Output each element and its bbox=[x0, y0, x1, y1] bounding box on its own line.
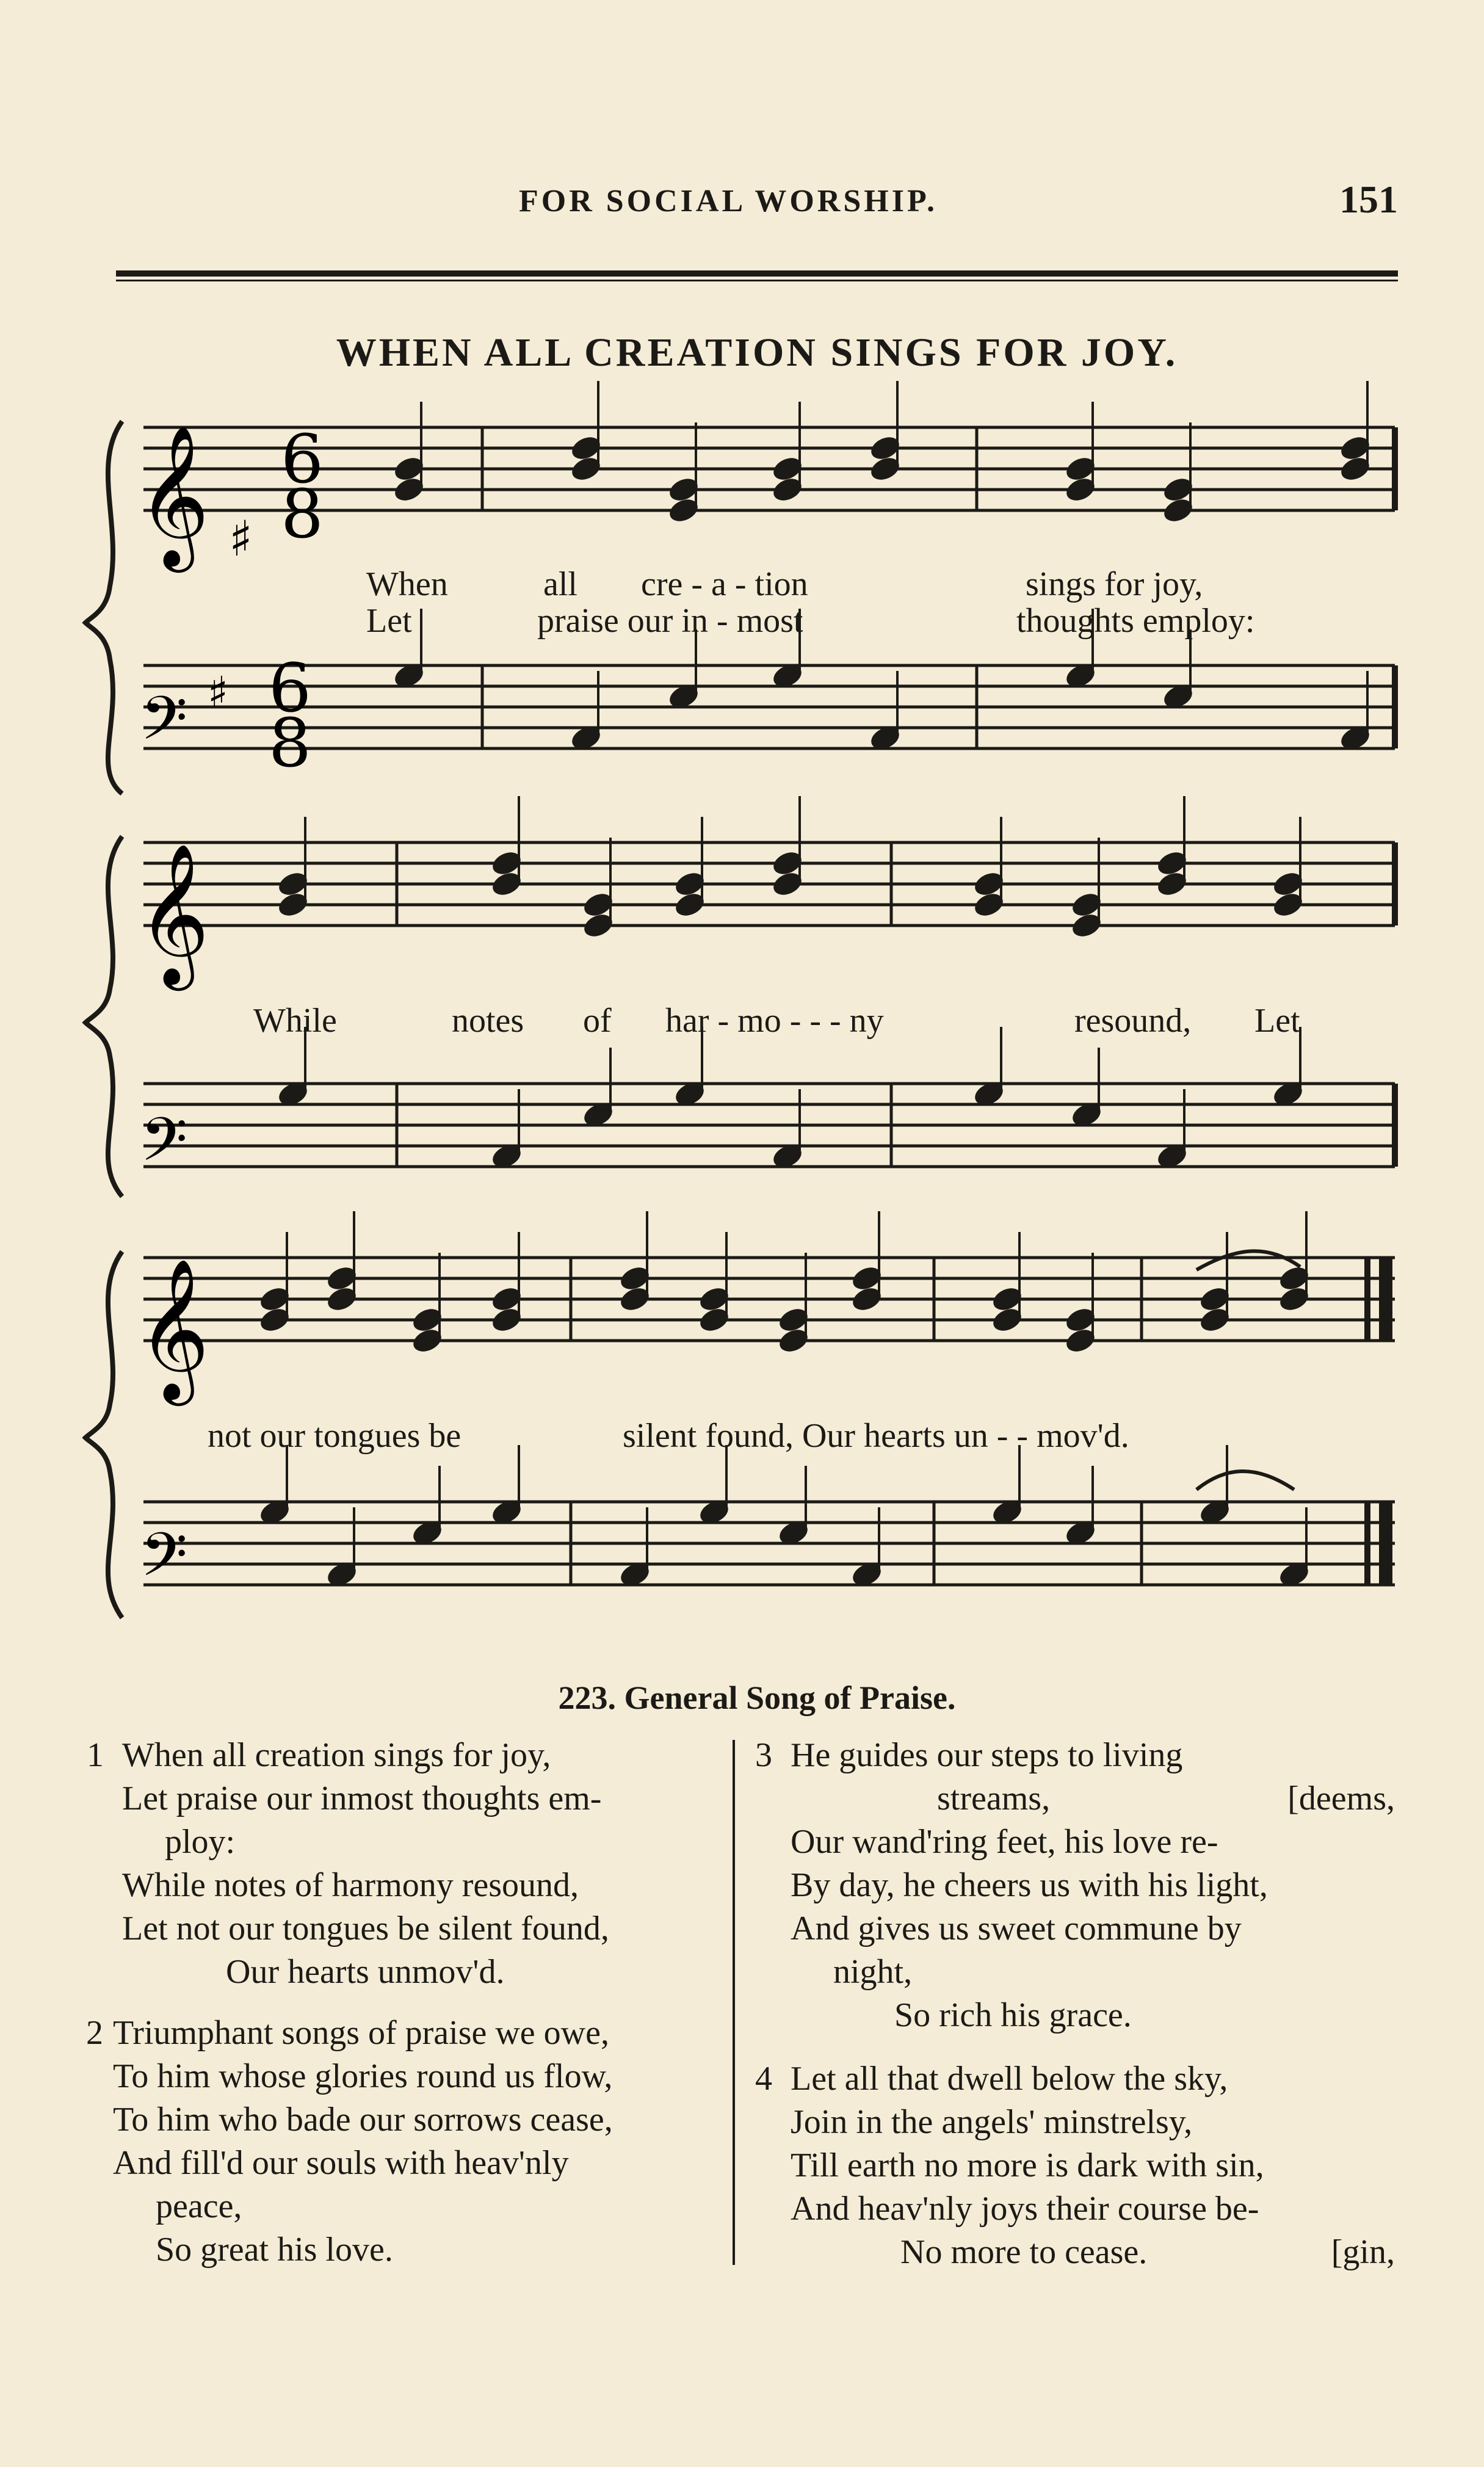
stanza-line: To him who bade our sorrows cease, bbox=[113, 2101, 613, 2139]
lyric-syllable: Let bbox=[1254, 1002, 1300, 1040]
bass-time-bottom: 8 bbox=[269, 704, 311, 782]
lyric-syllable: resound, bbox=[1074, 1002, 1192, 1040]
treble-time-top: 6 bbox=[281, 420, 324, 498]
stanza-line: And fill'd our souls with heav'nly bbox=[113, 2144, 569, 2182]
notes bbox=[257, 381, 1372, 1590]
stanza-line: [gin, bbox=[1331, 2233, 1395, 2271]
lyric-syllable: While bbox=[253, 1002, 337, 1040]
stanza-line: By day, he cheers us with his light, bbox=[791, 1866, 1268, 1904]
treble-clef-icon: 𝄞 bbox=[137, 842, 210, 985]
key-signature-sharp: ♯ bbox=[208, 667, 228, 717]
lyric-syllable: har - mo - - - ny bbox=[665, 1002, 884, 1040]
lyric-syllable: of bbox=[583, 1002, 612, 1040]
stanza-line: ploy: bbox=[165, 1823, 236, 1861]
stanza-3 bbox=[755, 1734, 1395, 2037]
system-brace bbox=[85, 836, 122, 1197]
lyric-syllable: sings for joy, bbox=[1026, 565, 1203, 603]
stanza-line: night, bbox=[833, 1953, 913, 1991]
song-title: WHEN ALL CREATION SINGS FOR JOY. bbox=[336, 330, 1178, 375]
slur bbox=[1196, 1471, 1294, 1490]
hymn-heading: 223. General Song of Praise. bbox=[558, 1679, 956, 1716]
system-brace bbox=[85, 421, 122, 794]
lyric-syllable: praise our in - most bbox=[537, 602, 803, 640]
stanza-line: Join in the angels' minstrelsy, bbox=[791, 2103, 1193, 2141]
stanza-line: peace, bbox=[156, 2187, 242, 2225]
stanza-line: And gives us sweet commune by bbox=[791, 1910, 1242, 1947]
stanza-4 bbox=[755, 2057, 1395, 2274]
stanza-number: 3 bbox=[755, 1736, 772, 1774]
stanza-line: No more to cease. bbox=[900, 2233, 1148, 2271]
bass-clef-icon: 𝄢 bbox=[140, 1105, 188, 1190]
stanza-line: So great his love. bbox=[156, 2231, 393, 2269]
stanza-line: When all creation sings for joy, bbox=[122, 1736, 551, 1774]
stanza-number: 1 bbox=[87, 1736, 104, 1774]
stanza-line: He guides our steps to living bbox=[791, 1736, 1183, 1774]
stanza-line: Triumphant songs of praise we owe, bbox=[113, 2014, 609, 2052]
key-signature-sharp: ♯ bbox=[229, 510, 253, 567]
stanza-line: Let not our tongues be silent found, bbox=[122, 1910, 609, 1947]
treble-time-bottom: 8 bbox=[281, 475, 324, 553]
lyric-syllable: thoughts employ: bbox=[1016, 602, 1255, 640]
stanza-2 bbox=[86, 2012, 720, 2272]
slur bbox=[1196, 1251, 1300, 1270]
stanza-line: While notes of harmony resound, bbox=[122, 1866, 579, 1904]
bass-clef-icon: 𝄢 bbox=[140, 1520, 188, 1605]
stanza-line: streams, bbox=[937, 1780, 1051, 1817]
stanza-line: Let praise our inmost thoughts em- bbox=[122, 1780, 602, 1817]
stanza-line: Till earth no more is dark with sin, bbox=[791, 2146, 1264, 2184]
lyric-syllable: cre - a - tion bbox=[641, 565, 808, 603]
bass-clef-icon: 𝄢 bbox=[140, 684, 188, 769]
lyric-syllable: all bbox=[543, 565, 577, 603]
stanza-1 bbox=[87, 1734, 720, 1994]
stanza-line: [deems, bbox=[1287, 1780, 1395, 1817]
column-divider bbox=[733, 1740, 735, 2265]
stanza-line: So rich his grace. bbox=[894, 1996, 1132, 2034]
stanza-number: 2 bbox=[86, 2014, 103, 2052]
running-head-title: FOR SOCIAL WORSHIP. bbox=[519, 184, 938, 219]
stanza-line: Our wand'ring feet, his love re- bbox=[791, 1823, 1218, 1861]
system-brace bbox=[85, 1252, 122, 1618]
bass-time-top: 6 bbox=[269, 649, 311, 727]
lyric-syllable: silent found, Our hearts un - - mov'd. bbox=[623, 1417, 1129, 1455]
stanza-line: Let all that dwell below the sky, bbox=[791, 2060, 1228, 2098]
lyric-syllable: not our tongues be bbox=[208, 1417, 461, 1455]
stanza-line: Our hearts unmov'd. bbox=[226, 1953, 505, 1991]
stanza-line: And heav'nly joys their course be- bbox=[791, 2190, 1259, 2228]
page-number: 151 bbox=[1339, 178, 1398, 221]
treble-clef-icon: 𝄞 bbox=[137, 424, 210, 567]
lyric-syllable: When bbox=[366, 565, 448, 603]
stanza-number: 4 bbox=[755, 2060, 772, 2098]
lyric-syllable: notes bbox=[452, 1002, 524, 1040]
lyric-syllable: Let bbox=[366, 602, 412, 640]
treble-clef-icon: 𝄞 bbox=[137, 1258, 210, 1400]
stanza-line: To him whose glories round us flow, bbox=[113, 2057, 613, 2095]
